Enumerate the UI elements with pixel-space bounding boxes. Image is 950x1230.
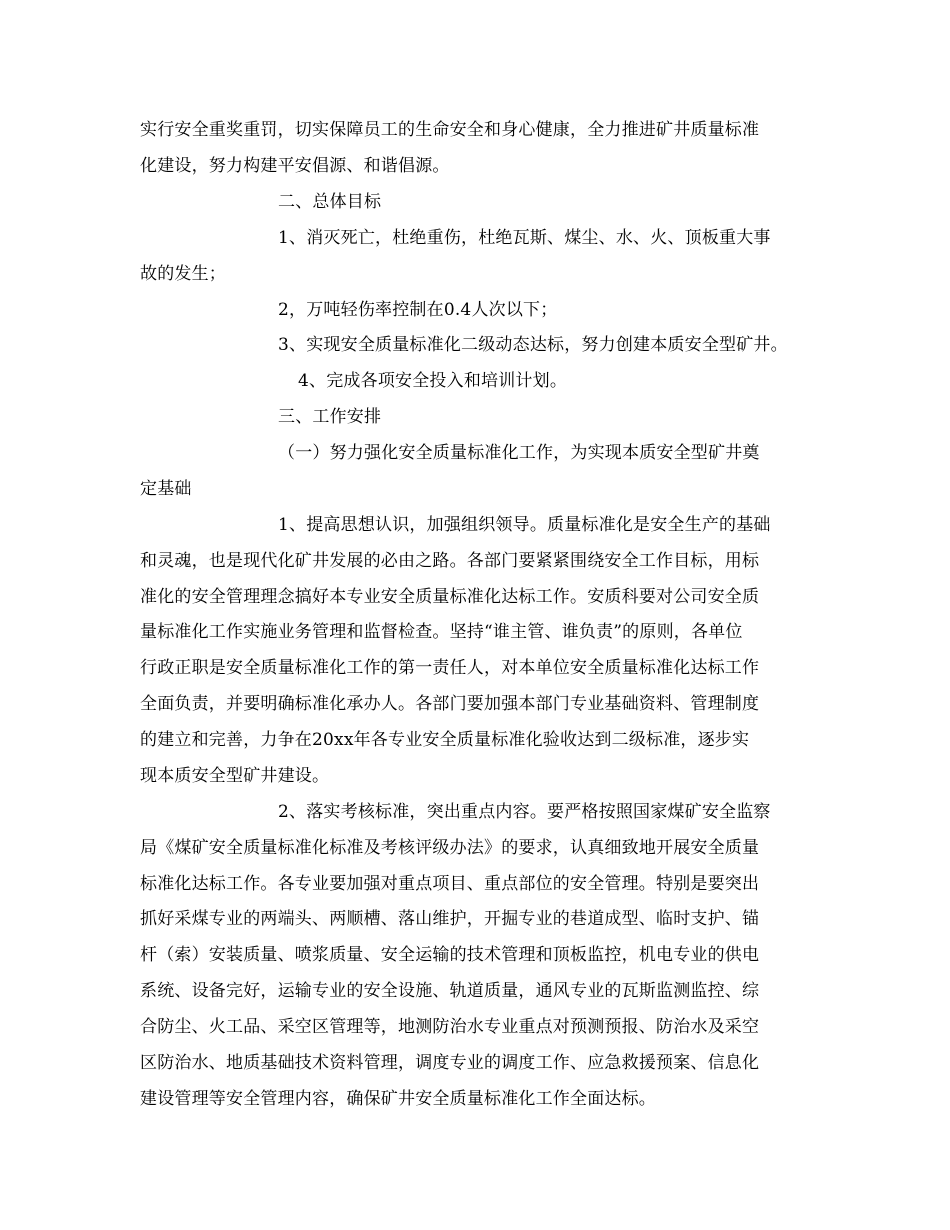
text-line: 定基础 xyxy=(140,479,192,499)
text-line: 准化的安全管理理念搞好本专业安全质量标准化达标工作。安质科要对公司安全质 xyxy=(140,587,760,607)
text-line: 全面负责，并要明确标准化承办人。各部门要加强本部门专业基础资料、管理制度 xyxy=(140,694,760,714)
text-line: 抓好采煤专业的两端头、两顺槽、落山维护，开掘专业的巷道成型、临时支护、锚 xyxy=(140,909,760,929)
text-line: 实行安全重奖重罚，切实保障员工的生命安全和身心健康，全力推进矿井质量标准 xyxy=(140,120,760,140)
text-line: 区防治水、地质基础技术资料管理，调度专业的调度工作、应急救援预案、信息化 xyxy=(140,1053,760,1073)
text-line: 标准化达标工作。各专业要加强对重点项目、重点部位的安全管理。特别是要突出 xyxy=(140,874,760,894)
text-line: 4、完成各项安全投入和培训计划。 xyxy=(298,371,568,391)
text-line: 2，万吨轻伤率控制在0.4人次以下； xyxy=(278,300,558,320)
text-line: 1、提高思想认识，加强组织领导。质量标准化是安全生产的基础 xyxy=(278,515,771,535)
text-line: 故的发生； xyxy=(140,264,226,284)
text-line: 3、实现安全质量标准化二级动态达标，努力创建本质安全型矿井。 xyxy=(278,335,788,355)
text-line: 的建立和完善，力争在20xx年各专业安全质量标准化验收达到二级标准，逐步实 xyxy=(140,730,750,750)
text-line: 合防尘、火工品、采空区管理等，地测防治水专业重点对预测预报、防治水及采空 xyxy=(140,1017,760,1037)
text-line: 2、落实考核标准，突出重点内容。要严格按照国家煤矿安全监察 xyxy=(278,802,771,822)
text-line: 局《煤矿安全质量标准化标准及考核评级办法》的要求，认真细致地开展安全质量 xyxy=(140,838,760,858)
text-line: 化建设，努力构建平安倡源、和谐倡源。 xyxy=(140,156,450,176)
text-line: 现本质安全型矿井建设。 xyxy=(140,766,330,786)
text-line: 量标准化工作实施业务管理和监督检查。坚持“谁主管、谁负责”的原则，各单位 xyxy=(140,622,743,642)
text-line: 1、消灭死亡，杜绝重伤，杜绝瓦斯、煤尘、水、火、顶板重大事 xyxy=(278,228,771,248)
text-line: 建设管理等安全管理内容，确保矿井安全质量标准化工作全面达标。 xyxy=(140,1089,656,1109)
subsection-heading: （一）努力强化安全质量标准化工作，为实现本质安全型矿井奠 xyxy=(278,443,760,463)
section-heading: 三、工作安排 xyxy=(278,407,382,427)
text-line: 和灵魂，也是现代化矿井发展的必由之路。各部门要紧紧围绕安全工作目标，用标 xyxy=(140,551,760,571)
text-line: 杆（索）安装质量、喷浆质量、安全运输的技术管理和顶板监控，机电专业的供电 xyxy=(140,945,760,965)
text-line: 行政正职是安全质量标准化工作的第一责任人，对本单位安全质量标准化达标工作 xyxy=(140,658,760,678)
section-heading: 二、总体目标 xyxy=(278,192,382,212)
text-line: 系统、设备完好，运输专业的安全设施、轨道质量，通风专业的瓦斯监测监控、综 xyxy=(140,981,760,1001)
